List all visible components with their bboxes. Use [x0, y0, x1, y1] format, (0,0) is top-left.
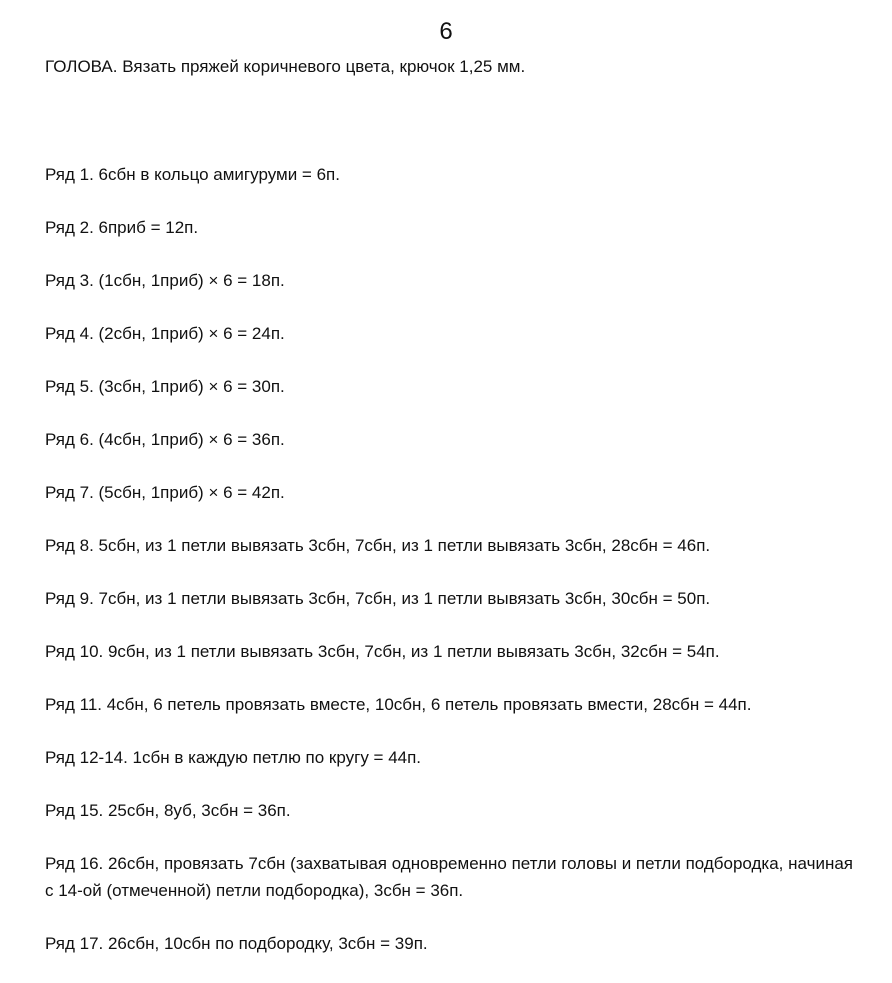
pattern-row: Ряд 8. 5сбн, из 1 петли вывязать 3сбн, 7сбн, из 1 петли вывязать 3сбн, 28сбн = 46п. [45, 536, 711, 555]
pattern-row: Ряд 2. 6приб = 12п. [45, 218, 199, 237]
pattern-row: Ряд 11. 4сбн, 6 петель провязать вместе, 10сбн, 6 петель провязать вмести, 28сбн = 44п. [45, 695, 752, 714]
pattern-row: Ряд 9. 7сбн, из 1 петли вывязать 3сбн, 7сбн, из 1 петли вывязать 3сбн, 30сбн = 50п. [45, 589, 711, 608]
pattern-rows [45, 161, 865, 983]
pattern-row: Ряд 10. 9сбн, из 1 петли вывязать 3сбн, 7сбн, из 1 петли вывязать 3сбн, 32сбн = 54п. [45, 642, 720, 661]
pattern-row: Ряд 15. 25сбн, 8уб, 3сбн = 36п. [45, 801, 291, 820]
pattern-row: Ряд 7. (5сбн, 1приб) × 6 = 42п. [45, 483, 285, 502]
section-heading: ГОЛОВА. Вязать пряжей коричневого цвета, крючок 1,25 мм. [45, 57, 526, 76]
pattern-row: Ряд 4. (2сбн, 1приб) × 6 = 24п. [45, 324, 285, 343]
pattern-row: Ряд 5. (3сбн, 1приб) × 6 = 30п. [45, 377, 285, 396]
pattern-row: Ряд 1. 6сбн в кольцо амигуруми = 6п. [45, 165, 340, 184]
pattern-row: Ряд 17. 26сбн, 10сбн по подбородку, 3сбн = 39п. [45, 934, 428, 953]
pattern-row: Ряд 3. (1сбн, 1приб) × 6 = 18п. [45, 271, 285, 290]
pattern-row: Ряд 16. 26сбн, провязать 7сбн (захватывая одновременно петли головы и петли подбородка, начиная с 14-ой (отмеченной) петли подбородка), 3сбн = 36п. [45, 854, 853, 900]
page-number: 6 [439, 18, 453, 45]
pattern-row: Ряд 6. (4сбн, 1приб) × 6 = 36п. [45, 430, 285, 449]
pattern-row: Ряд 12-14. 1сбн в каждую петлю по кругу = 44п. [45, 748, 422, 767]
